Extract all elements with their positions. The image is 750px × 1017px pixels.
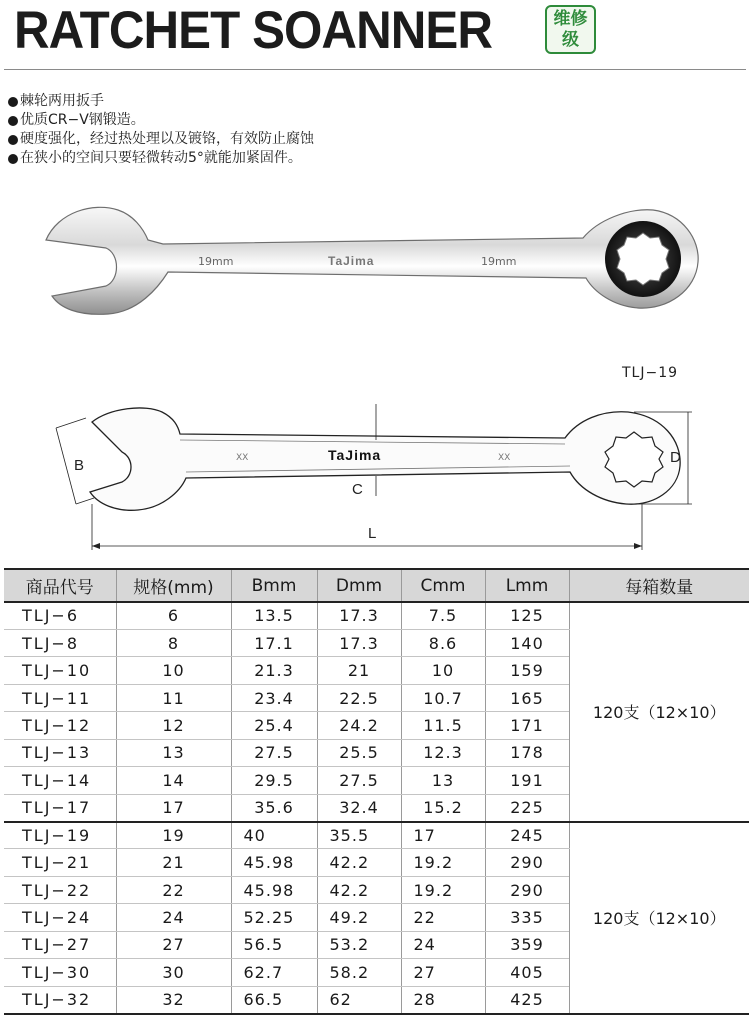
table-cell: 53.2: [317, 931, 401, 958]
table-cell: TLJ−6: [4, 602, 116, 629]
table-cell: 159: [485, 657, 569, 684]
table-cell: 13: [401, 767, 485, 794]
table-cell: 17.3: [317, 602, 401, 629]
table-cell: TLJ−30: [4, 959, 116, 986]
table-cell: 191: [485, 767, 569, 794]
table-cell: 19.2: [401, 876, 485, 903]
table-cell: 15.2: [401, 794, 485, 821]
grade-badge: [545, 5, 596, 54]
table-cell: 13.5: [231, 602, 317, 629]
table-cell: 11.5: [401, 712, 485, 739]
wrench-photo: [38, 200, 708, 320]
table-cell: 12: [116, 712, 231, 739]
table-cell: 178: [485, 739, 569, 766]
table-cell: TLJ−11: [4, 684, 116, 711]
dimension-drawing: [50, 400, 700, 555]
table-cell: 11: [116, 684, 231, 711]
label-b: B: [74, 457, 85, 474]
table-cell: 40: [231, 822, 317, 849]
table-cell: 21: [116, 849, 231, 876]
table-cell: 29.5: [231, 767, 317, 794]
label-c: C: [352, 481, 363, 498]
photo-size-right: 19mm: [481, 255, 517, 268]
table-header-row: [4, 569, 749, 602]
drawing-brand: TaJima: [328, 447, 382, 463]
table-cell: 17.1: [231, 629, 317, 656]
bullet-icon: [8, 116, 18, 126]
feature-item: 优质CR−V钢锻造。: [8, 111, 314, 130]
table-cell: 22: [401, 904, 485, 931]
table-cell: 32.4: [317, 794, 401, 821]
table-cell: 35.5: [317, 822, 401, 849]
table-cell: 165: [485, 684, 569, 711]
table-cell: 10: [401, 657, 485, 684]
divider: [4, 69, 746, 70]
table-cell: 24: [401, 931, 485, 958]
table-cell: 290: [485, 876, 569, 903]
table-cell: 58.2: [317, 959, 401, 986]
table-cell: 22.5: [317, 684, 401, 711]
table-cell: 19: [116, 822, 231, 849]
table-cell: TLJ−14: [4, 767, 116, 794]
table-cell: 425: [485, 986, 569, 1013]
table-cell: 27: [116, 931, 231, 958]
feature-list: [8, 92, 314, 168]
feature-item: 棘轮两用扳手: [8, 92, 314, 111]
table-cell: 42.2: [317, 876, 401, 903]
table-cell: 49.2: [317, 904, 401, 931]
col-header: Bmm: [231, 569, 317, 602]
table-cell: 45.98: [231, 876, 317, 903]
table-cell: TLJ−24: [4, 904, 116, 931]
table-cell: TLJ−19: [4, 822, 116, 849]
table-cell: 25.5: [317, 739, 401, 766]
bullet-icon: [8, 135, 18, 145]
table-cell: 27: [401, 959, 485, 986]
table-cell: 405: [485, 959, 569, 986]
table-cell: 27.5: [317, 767, 401, 794]
table-cell: 171: [485, 712, 569, 739]
table-cell: 245: [485, 822, 569, 849]
table-row: [4, 822, 749, 849]
table-cell: 23.4: [231, 684, 317, 711]
bullet-icon: [8, 154, 18, 164]
table-cell: 335: [485, 904, 569, 931]
table-cell: 24.2: [317, 712, 401, 739]
table-cell: 42.2: [317, 849, 401, 876]
table-cell: 52.25: [231, 904, 317, 931]
table-cell: 66.5: [231, 986, 317, 1013]
spec-table: [4, 568, 749, 1015]
table-cell: 17: [116, 794, 231, 821]
col-header: 规格(mm): [116, 569, 231, 602]
col-header: Lmm: [485, 569, 569, 602]
col-header: 每箱数量: [569, 569, 749, 602]
table-cell: 12.3: [401, 739, 485, 766]
table-cell: 10.7: [401, 684, 485, 711]
table-cell: 140: [485, 629, 569, 656]
table-cell: TLJ−12: [4, 712, 116, 739]
table-cell: 25.4: [231, 712, 317, 739]
table-cell: 19.2: [401, 849, 485, 876]
label-l: L: [368, 525, 377, 542]
table-cell: 8.6: [401, 629, 485, 656]
table-cell: 21.3: [231, 657, 317, 684]
table-cell: 225: [485, 794, 569, 821]
table-cell: 359: [485, 931, 569, 958]
page-title: RATCHET SOANNER: [14, 1, 493, 60]
table-cell: TLJ−21: [4, 849, 116, 876]
table-cell: TLJ−32: [4, 986, 116, 1013]
table-cell: 62: [317, 986, 401, 1013]
table-cell: 30: [116, 959, 231, 986]
table-cell: 32: [116, 986, 231, 1013]
table-cell: 13: [116, 739, 231, 766]
table-row: [4, 602, 749, 629]
badge-text: 维修级: [553, 9, 588, 50]
photo-size-left: 19mm: [198, 255, 234, 268]
table-cell: 8: [116, 629, 231, 656]
table-cell: TLJ−27: [4, 931, 116, 958]
table-cell: 290: [485, 849, 569, 876]
drawing-mark-right: XX: [498, 453, 511, 463]
table-cell: 35.6: [231, 794, 317, 821]
table-cell: 125: [485, 602, 569, 629]
table-cell: 27.5: [231, 739, 317, 766]
table-cell: 7.5: [401, 602, 485, 629]
pack-quantity-cell: 120支（12×10）: [569, 822, 749, 1014]
table-cell: TLJ−10: [4, 657, 116, 684]
col-header: 商品代号: [4, 569, 116, 602]
label-d: D: [670, 449, 681, 466]
table-cell: 28: [401, 986, 485, 1013]
table-cell: TLJ−17: [4, 794, 116, 821]
table-cell: 62.7: [231, 959, 317, 986]
bullet-icon: [8, 97, 18, 107]
table-cell: TLJ−8: [4, 629, 116, 656]
table-cell: 45.98: [231, 849, 317, 876]
table-cell: 22: [116, 876, 231, 903]
table-cell: 56.5: [231, 931, 317, 958]
col-header: Cmm: [401, 569, 485, 602]
feature-item: 硬度强化，经过热处理以及镀铬，有效防止腐蚀: [8, 130, 314, 149]
col-header: Dmm: [317, 569, 401, 602]
drawing-mark-left: XX: [236, 453, 249, 463]
table-cell: 10: [116, 657, 231, 684]
feature-item: 在狭小的空间只要轻微转动5°就能加紧固件。: [8, 149, 314, 168]
table-cell: TLJ−13: [4, 739, 116, 766]
pack-quantity-cell: 120支（12×10）: [569, 602, 749, 822]
table-cell: TLJ−22: [4, 876, 116, 903]
table-cell: 21: [317, 657, 401, 684]
table-cell: 6: [116, 602, 231, 629]
table-cell: 24: [116, 904, 231, 931]
table-cell: 17: [401, 822, 485, 849]
table-cell: 17.3: [317, 629, 401, 656]
table-cell: 14: [116, 767, 231, 794]
model-label: TLJ−19: [622, 365, 679, 381]
photo-brand: TaJima: [328, 254, 375, 268]
